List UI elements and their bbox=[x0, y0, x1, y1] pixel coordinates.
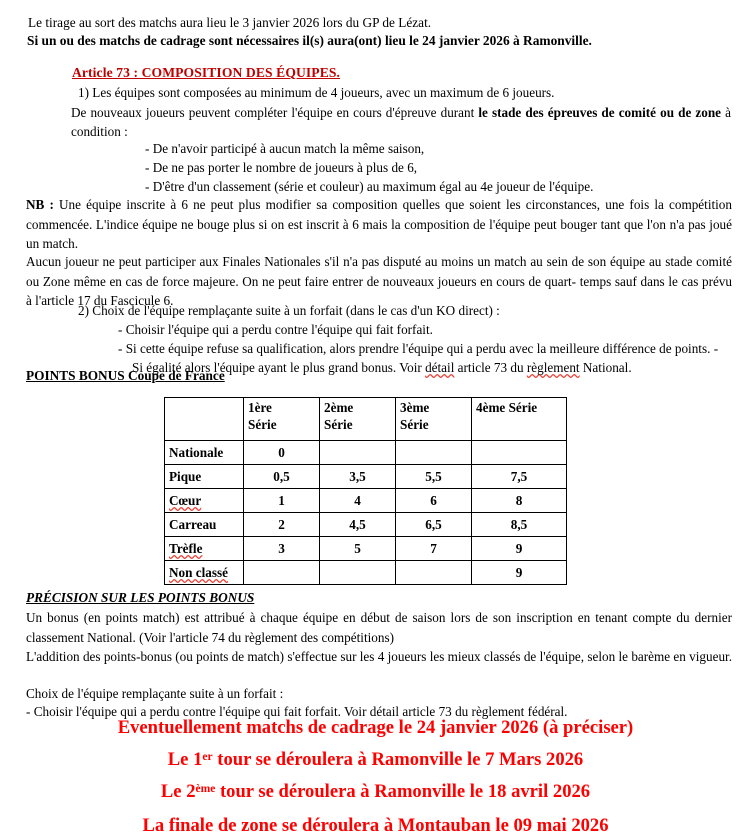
row-label bbox=[165, 537, 244, 561]
announcement-line-4: La finale de zone se déroulera à Montauban le 09 mai 2026 bbox=[142, 815, 609, 836]
announcement-line-3 bbox=[0, 778, 751, 806]
announcement-3-post: tour se déroulera à Ramonville le 18 avril 2026 bbox=[215, 781, 591, 802]
table-cell: 0 bbox=[244, 441, 320, 465]
announcement-2-pre: Le 1 bbox=[167, 749, 203, 770]
spellcheck-word: Cœur bbox=[169, 493, 202, 508]
article-73-heading: Article 73 : COMPOSITION DES ÉQUIPES. bbox=[72, 65, 341, 80]
list-item: - Si cette équipe refuse sa qualification, alors prendre l'équipe qui a perdu avec la meilleure différence de points. - bbox=[118, 341, 719, 356]
header-line-2: Série bbox=[324, 417, 353, 432]
row-label: Pique bbox=[165, 465, 244, 489]
table-header-serie-3 bbox=[396, 398, 472, 441]
precision-paragraph-1: Un bonus (en points match) est attribué à chaque équipe en début de saison lors de son inscription en tenant compte du dernier classement National. (Voir l'article 74 du règlement des compétitions) bbox=[26, 610, 732, 645]
table-cell: 6,5 bbox=[396, 513, 472, 537]
table-corner-cell bbox=[165, 398, 244, 441]
table-cell: 8 bbox=[472, 489, 567, 513]
table-cell bbox=[320, 441, 396, 465]
table-header-serie-2 bbox=[320, 398, 396, 441]
header-line-1: 1ère bbox=[248, 400, 272, 415]
forfait-line3-mid: article 73 du bbox=[454, 360, 527, 375]
points-bonus-table bbox=[164, 397, 567, 585]
table-cell: 1 bbox=[244, 489, 320, 513]
spellcheck-word: Non classé bbox=[169, 565, 228, 580]
table-cell: 7 bbox=[396, 537, 472, 561]
table-cell: 7,5 bbox=[472, 465, 567, 489]
row-label bbox=[165, 489, 244, 513]
header-line-1: 2ème bbox=[324, 400, 354, 415]
header-line-1: 3ème bbox=[400, 400, 430, 415]
table-cell bbox=[396, 561, 472, 585]
announcement-2-post: tour se déroulera à Ramonville le 7 Mars 2026 bbox=[212, 749, 584, 770]
table-cell: 9 bbox=[472, 561, 567, 585]
table-row bbox=[165, 513, 567, 537]
finales-nationales-paragraph: Aucun joueur ne peut participer aux Finales Nationales s'il n'a pas disputé au moins un match au sein de son équipe au stade comité ou Zone même en cas de force majeure. On ne peut faire entrer de nouveaux joueurs en cours de quart- temps sauf dans le cas prévu à l'article 17 du Fascicule 6. bbox=[26, 254, 732, 308]
announcements-block bbox=[0, 712, 751, 840]
table-header-serie-4 bbox=[472, 398, 567, 441]
precision-paragraph-4: - Choisir l'équipe qui a perdu contre l'équipe qui fait forfait. Voir détail article 73 du règlement fédéral. bbox=[26, 704, 568, 719]
row-label: Carreau bbox=[165, 513, 244, 537]
conditions-list bbox=[145, 139, 593, 196]
table-cell: 0,5 bbox=[244, 465, 320, 489]
table-row bbox=[165, 441, 567, 465]
table-row bbox=[165, 489, 567, 513]
table-cell: 3 bbox=[244, 537, 320, 561]
precision-paragraph-3: Choix de l'équipe remplaçante suite à un forfait : bbox=[26, 686, 284, 701]
table-cell bbox=[396, 441, 472, 465]
paragraph-2-start: De nouveaux joueurs peuvent compléter l'équipe en cours d'épreuve durant bbox=[71, 105, 479, 120]
nb-label: NB : bbox=[26, 197, 54, 212]
list-item: - Choisir l'équipe qui a perdu contre l'équipe qui fait forfait. bbox=[118, 322, 433, 337]
table-cell: 3,5 bbox=[320, 465, 396, 489]
header-line-1: 4ème Série bbox=[476, 400, 538, 415]
table-row bbox=[165, 561, 567, 585]
paragraph-1: 1) Les équipes sont composées au minimum de 4 joueurs, avec un maximum de 6 joueurs. bbox=[78, 85, 555, 100]
intro-line-2: Si un ou des matchs de cadrage sont nécessaires il(s) aura(ont) lieu le 24 janvier 2026 à Ramonville. bbox=[27, 33, 592, 48]
list-item: - De ne pas porter le nombre de joueurs à plus de 6, bbox=[145, 160, 418, 175]
paragraph-2 bbox=[71, 103, 731, 141]
table-cell: 4 bbox=[320, 489, 396, 513]
table-header-row bbox=[165, 398, 567, 441]
header-line-2: Série bbox=[400, 417, 429, 432]
paragraph-2-bold: le stade des épreuves de comité ou de zone bbox=[478, 105, 722, 120]
nb-paragraph bbox=[26, 195, 732, 254]
table-row bbox=[165, 537, 567, 561]
table-cell: 2 bbox=[244, 513, 320, 537]
nb-text: Une équipe inscrite à 6 ne peut plus modifier sa composition quelles que soient les circonstances, une fois la compétition commencée. L'indice équipe ne bouge plus si on est inscrit à 6 mais la composition de l'équipe peut bouger tant que l'on n'a pas joué un match. bbox=[26, 197, 732, 251]
precision-paragraph-2: L'addition des points-bonus (ou points de match) s'effectue sur les 4 joueurs les mieux classés de l'équipe, selon le barème en vigueur. bbox=[26, 649, 733, 664]
table-cell bbox=[320, 561, 396, 585]
list-item: - D'être d'un classement (série et couleur) au maximum égal au 4e joueur de l'équipe. bbox=[145, 179, 594, 194]
spellcheck-word: règlement bbox=[526, 360, 580, 375]
announcement-line-1: Eventuellement matchs de cadrage le 24 janvier 2026 (à préciser) bbox=[117, 717, 634, 738]
table-header-serie-1 bbox=[244, 398, 320, 441]
table-cell: 4,5 bbox=[320, 513, 396, 537]
announcement-2-sup: er bbox=[202, 751, 213, 764]
intro-line-1: Le tirage au sort des matchs aura lieu le 3 janvier 2026 lors du GP de Lézat. bbox=[28, 15, 432, 30]
table-cell: 6 bbox=[396, 489, 472, 513]
paragraph-3: 2) Choix de l'équipe remplaçante suite à un forfait (dans le cas d'un KO direct) : bbox=[78, 303, 500, 318]
list-item: - De n'avoir participé à aucun match la même saison, bbox=[145, 141, 425, 156]
table-cell: 9 bbox=[472, 537, 567, 561]
spellcheck-word: détail bbox=[425, 360, 455, 375]
precision-heading: PRÉCISION SUR LES POINTS BONUS bbox=[26, 590, 255, 605]
announcement-3-pre: Le 2 bbox=[160, 781, 196, 802]
forfait-line3-pre: Si égalité alors l'équipe ayant le plus grand bonus. Voir bbox=[132, 360, 426, 375]
announcement-line-2 bbox=[0, 746, 751, 774]
row-label bbox=[165, 561, 244, 585]
table-cell: 5 bbox=[320, 537, 396, 561]
row-label: Nationale bbox=[165, 441, 244, 465]
table-cell bbox=[244, 561, 320, 585]
paragraph-2-end: à condition : bbox=[71, 105, 731, 139]
table-cell: 5,5 bbox=[396, 465, 472, 489]
header-line-2: Série bbox=[248, 417, 277, 432]
spellcheck-word: Trèfle bbox=[169, 541, 203, 556]
table-row bbox=[165, 465, 567, 489]
table-cell: 8,5 bbox=[472, 513, 567, 537]
points-bonus-heading: POINTS BONUS Coupe de France bbox=[26, 368, 225, 383]
forfait-line3-post: National. bbox=[579, 360, 632, 375]
table-cell bbox=[472, 441, 567, 465]
announcement-3-sup: ème bbox=[195, 783, 216, 796]
